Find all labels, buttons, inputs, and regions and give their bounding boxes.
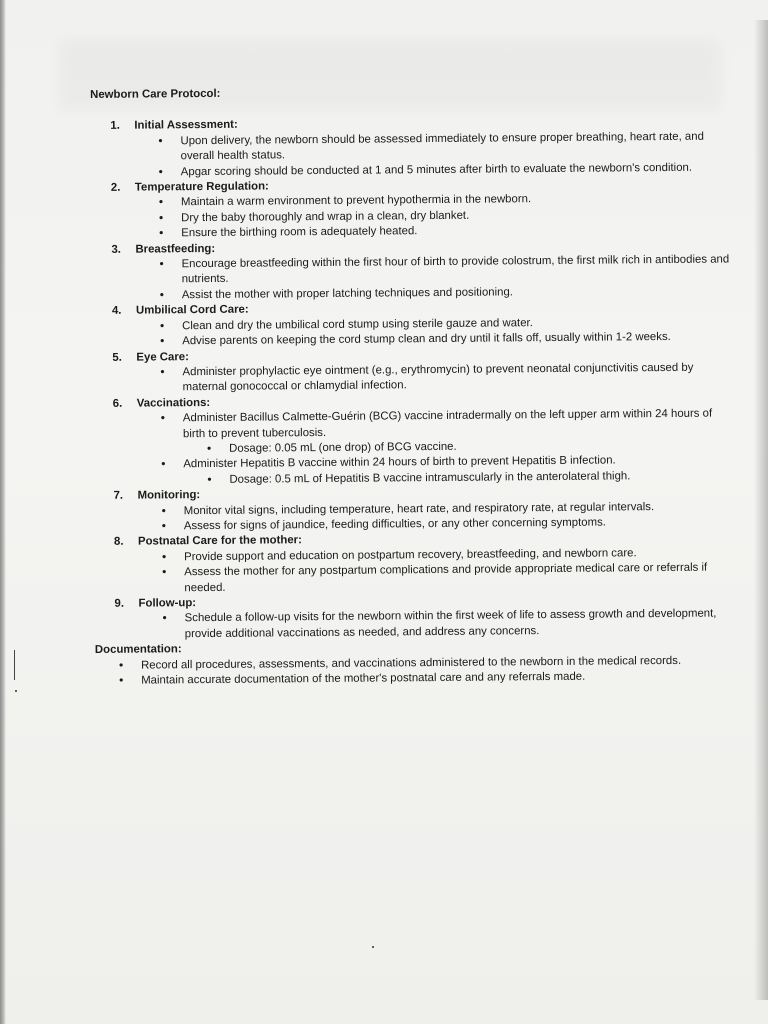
protocol-section — [93, 391, 734, 489]
documentation-bullet: • Record all procedures, assessments, and vaccinations administered to the newborn in the medical records. — [95, 653, 735, 674]
bullet-item — [137, 407, 733, 458]
paper-speck — [15, 690, 17, 692]
bullet-text: Schedule a follow-up visits for the newborn within the first week of life to assess growth and development, provide additional vaccinations as needed, and address any concerns. — [184, 607, 717, 641]
documentation-section — [95, 638, 735, 690]
bullet-text: Upon delivery, the newborn should be assessed immediately to ensure proper breathing, heart rate, and overall health status. — [180, 130, 704, 163]
bullet-text: Dry the baby thoroughly and wrap in a clean, dry blanket. — [181, 209, 470, 225]
paper-speck — [372, 946, 374, 948]
bullet-text: Monitor vital signs, including temperature, heart rate, and respiratory rate, at regular intervals. — [183, 500, 655, 517]
document-title: Newborn Care Protocol: — [90, 87, 221, 101]
bullet-text: Clean and dry the umbilical cord stump using sterile gauze and water. — [182, 316, 533, 332]
sub-bullet-item: • Dosage: 0.05 mL (one drop) of BCG vaccine. — [183, 437, 733, 457]
documentation-heading: Documentation: — [94, 643, 182, 657]
section-title: Monitoring: — [137, 489, 201, 502]
protocol-section — [94, 484, 734, 536]
bullet-text: Assess for signs of jaundice, feeding difficulties, or any other concerning symptoms. — [183, 516, 606, 533]
bullet-text: Administer Bacillus Calmette-Guérin (BCG) vaccine intradermally on the left upper arm within 24 hours of birth to prevent tuberculosis. — [182, 407, 713, 440]
section-title: Vaccinations: — [136, 396, 211, 410]
section-number: 9. — [114, 597, 125, 610]
bullet-text: Advise parents on keeping the cord stump clean and dry until it falls off, usually within 1-2 weeks. — [182, 331, 671, 348]
page-edge-highlight — [754, 20, 768, 1000]
protocol-section — [94, 591, 734, 643]
section-number: 7. — [113, 489, 124, 502]
protocol-section — [94, 530, 735, 597]
bullet-text: Assist the mother with proper latching techniques and positioning. — [181, 286, 514, 302]
section-number: 3. — [111, 243, 121, 256]
documentation-bullet: • Maintain accurate documentation of the mother's postnatal care and any referrals made. — [95, 668, 735, 689]
section-bullets — [138, 545, 734, 596]
section-number: 1. — [110, 120, 120, 133]
section-number: 4. — [111, 305, 122, 318]
section-number: 5. — [112, 351, 122, 364]
section-bullets — [135, 191, 731, 242]
protocol-section — [91, 175, 732, 242]
bullet-text: Apgar scoring should be conducted at 1 and 5 minutes after birth to evaluate the newborn's condition. — [180, 161, 693, 178]
bullet-text: Encourage breastfeeding within the first hour of birth to provide colostrum, the first milk rich in antibodies and nutrients. — [181, 253, 730, 286]
document-body — [90, 82, 735, 689]
margin-pen-mark — [14, 650, 15, 680]
section-bullets — [137, 407, 734, 489]
protocol-section — [92, 345, 732, 397]
section-title: Breastfeeding: — [135, 242, 216, 256]
protocol-sections — [90, 114, 735, 643]
bullet-text: Administer prophylactic eye ointment (e.g., erythromycin) to prevent neonatal conjunctivitis caused by maternal gonococcal or chlamydial infection. — [182, 361, 694, 394]
sub-bullet-item: • Dosage: 0.5 mL of Hepatitis B vaccine intramuscularly in the anterolateral thigh. — [183, 468, 733, 488]
protocol-section — [91, 237, 732, 304]
section-title: Follow-up: — [138, 597, 197, 610]
section-number: 6. — [112, 397, 123, 410]
protocol-section — [92, 299, 732, 351]
bullet-text: Ensure the birthing room is adequately heated. — [181, 225, 418, 240]
protocol-section — [90, 114, 731, 181]
section-title: Umbilical Cord Care: — [135, 303, 249, 317]
bullet-text: Assess the mother for any postpartum complications and provide appropriate medical care or referrals if needed. — [184, 561, 708, 594]
section-bullets — [135, 252, 731, 303]
section-title: Eye Care: — [136, 350, 189, 364]
page-edge-shadow — [0, 0, 6, 1024]
bullet-text: Maintain a warm environment to prevent hypothermia in the newborn. — [180, 193, 532, 209]
bullet-text: Administer Hepatitis B vaccine within 24 hours of birth to prevent Hepatitis B infection. — [183, 454, 616, 471]
section-title: Temperature Regulation: — [134, 180, 269, 194]
section-number: 2. — [110, 181, 121, 194]
section-title: Initial Assessment: — [134, 119, 238, 133]
section-title: Postnatal Care for the mother: — [137, 534, 302, 548]
section-bullets — [134, 129, 730, 180]
documentation-bullets — [95, 653, 735, 689]
bullet-text: Provide support and education on postpartum recovery, breastfeeding, and newborn care. — [184, 547, 637, 563]
section-number: 8. — [113, 536, 124, 549]
